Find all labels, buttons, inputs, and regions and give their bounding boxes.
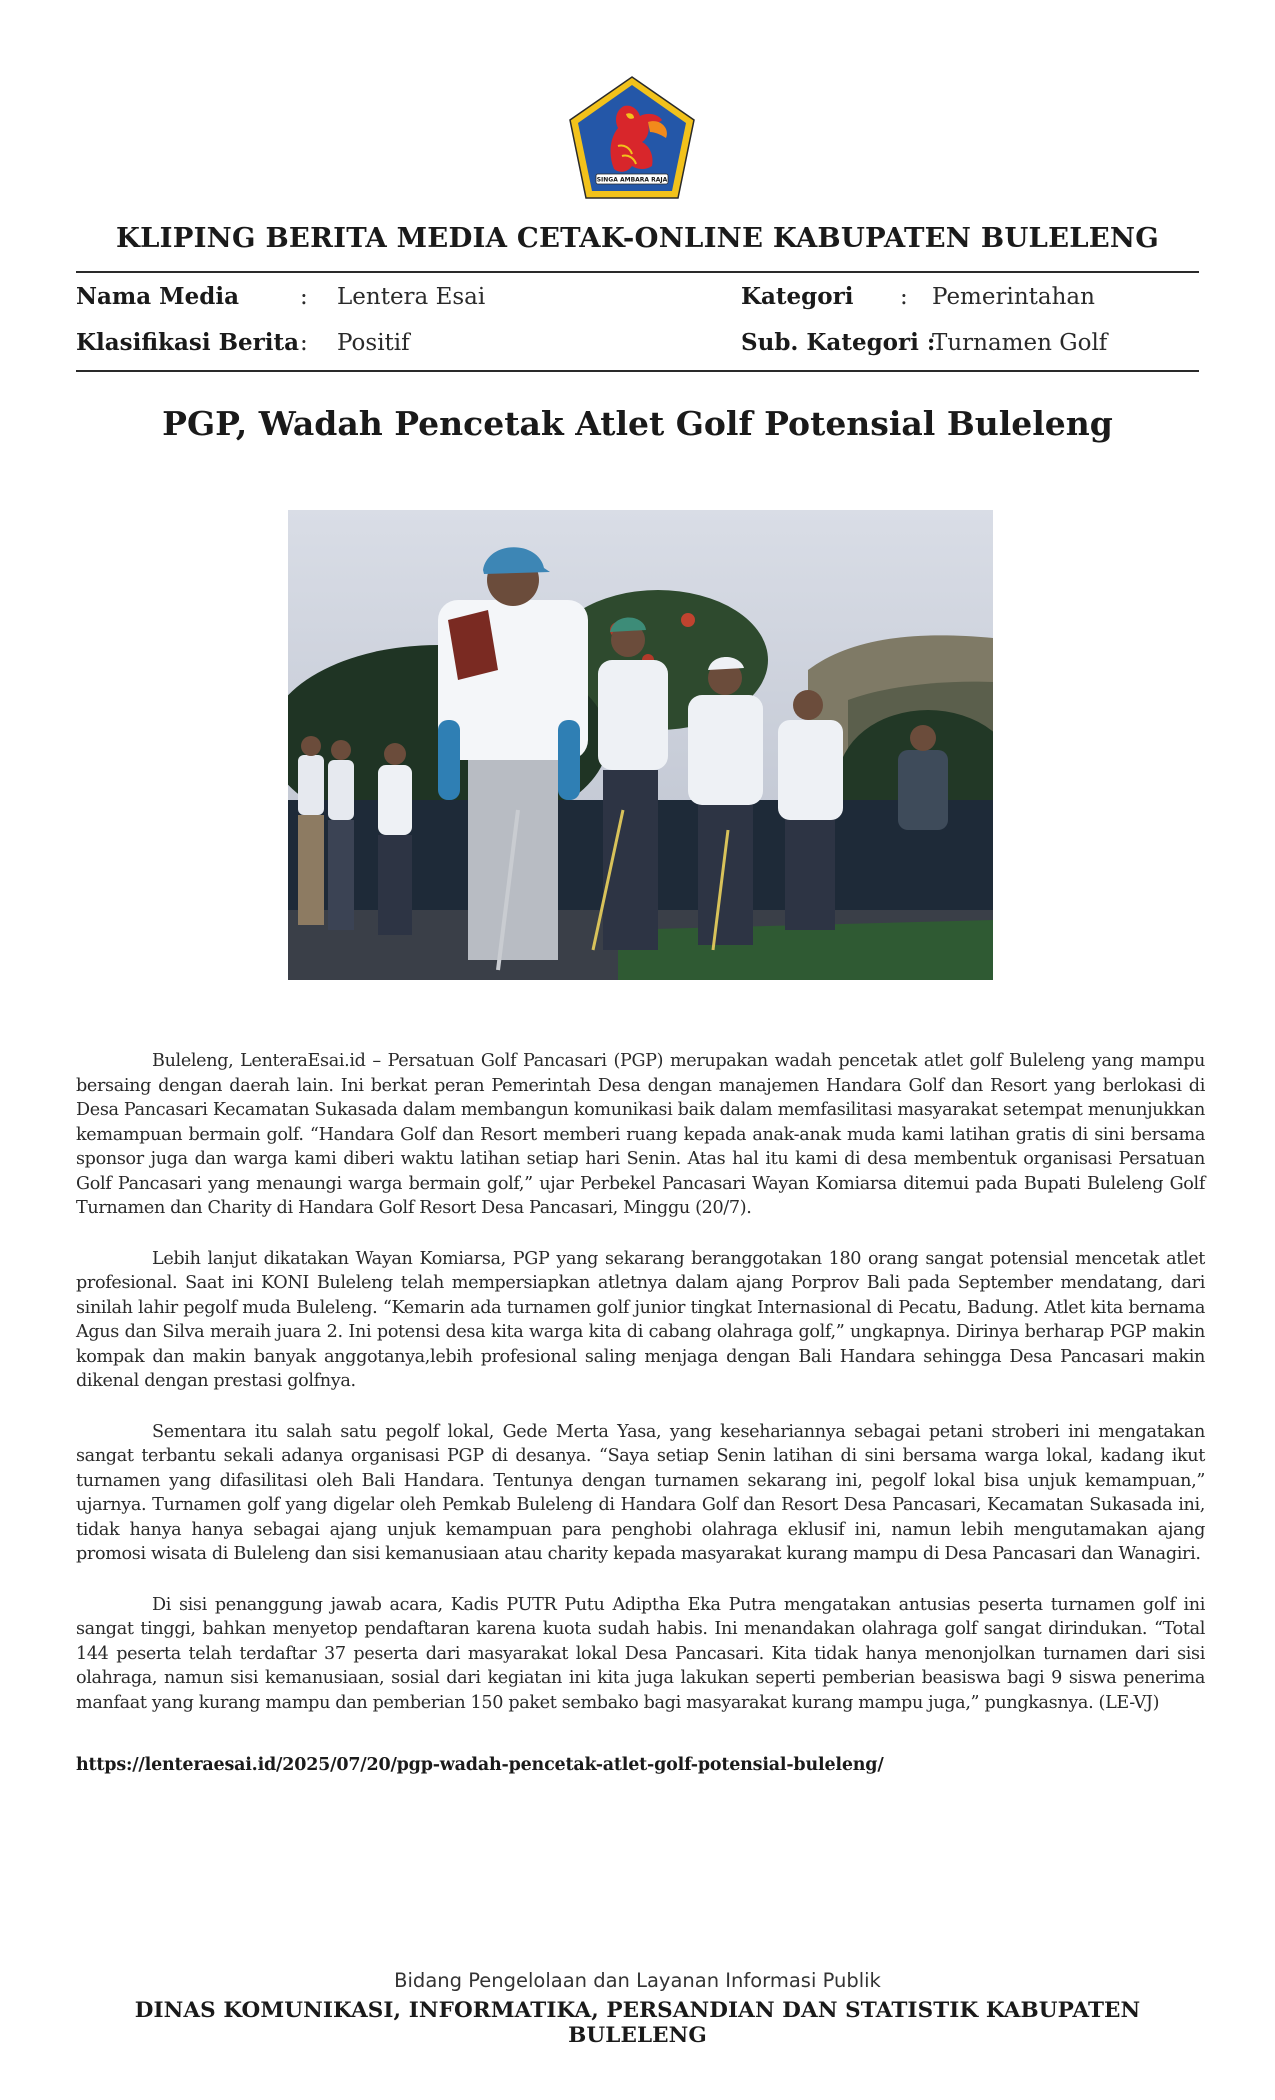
subkategori-label: Sub. Kategori : xyxy=(741,329,936,356)
article-paragraph: Lebih lanjut dikatakan Wayan Komiarsa, PGP yang sekarang beranggotakan 180 orang sangat potensial mencetak atlet profesional. Saat ini KONI Buleleng telah mempersiapkan atletnya dalam ajang Porprov Bali pada September mendatang, dari sinilah lahir pegolf muda Buleleng. “Kemarin ada turnamen golf junior tingkat Internasional di Pecatu, Badung. Atlet kita bernama Agus dan Silva meraih juara 2. Ini potensi desa kita warga kita di cabang olahraga golf,” ungkapnya. Dirinya berharap PGP makin kompak dan makin banyak anggotanya,lebih profesional saling menjaga dengan Bali Handara sehingga Desa Pancasari makin dikenal dengan prestasi golfnya. xyxy=(76,1248,1205,1391)
klasifikasi-label: Klasifikasi Berita xyxy=(76,329,300,356)
kategori-label: Kategori xyxy=(741,283,854,310)
kategori-value: Pemerintahan xyxy=(932,284,1095,310)
article-title: PGP, Wadah Pencetak Atlet Golf Potensial Buleleng xyxy=(162,404,1113,443)
golf-tournament-photo xyxy=(288,510,993,980)
footer-agency: DINAS KOMUNIKASI, INFORMATIKA, PERSANDIAN DAN STATISTIK KABUPATEN BULELENG xyxy=(134,1998,1141,2048)
top-divider xyxy=(76,271,1199,273)
footer-division: Bidang Pengelolaan dan Layanan Informasi Publik xyxy=(394,1969,881,1992)
subkategori-value: Turnamen Golf xyxy=(932,330,1108,356)
article-paragraph: Di sisi penanggung jawab acara, Kadis PUTR Putu Adiptha Eka Putra mengatakan antusias peserta turnamen golf ini sangat tinggi, bahkan menyetop pendaftaran karena kuota sudah habis. Ini menandakan olahraga golf sangat dirindukan. “Total 144 peserta telah terdaftar 37 peserta dari masyarakat lokal Desa Pancasari. Kita tidak hanya menonjolkan turnamen dari sisi olahraga, namun sisi kemanusiaan, sosial dari kegiatan ini kita juga lakukan seperti pemberian beasiswa bagi 9 siswa penerima manfaat yang kurang mampu dan pemberian 150 paket sembako bagi masyarakat kurang mampu juga,” pungkasnya. (LE-VJ) xyxy=(76,1594,1205,1713)
logo-motto: SINGA AMBARA RAJA xyxy=(596,176,668,184)
media-colon: : xyxy=(300,284,308,310)
article-body xyxy=(76,1049,1205,1741)
document-heading: KLIPING BERITA MEDIA CETAK-ONLINE KABUPATEN BULELENG xyxy=(116,222,1159,254)
media-value: Lentera Esai xyxy=(337,284,486,310)
meta-divider xyxy=(76,370,1199,372)
klasifikasi-value: Positif xyxy=(337,330,410,356)
source-url: https://lenteraesai.id/2025/07/20/pgp-wadah-pencetak-atlet-golf-potensial-buleleng/ xyxy=(76,1755,884,1775)
media-label: Nama Media xyxy=(76,283,239,310)
kategori-colon: : xyxy=(900,284,908,310)
article-paragraph: Sementara itu salah satu pegolf lokal, Gede Merta Yasa, yang kesehariannya sebagai petani stroberi ini mengatakan sangat terbantu sekali adanya organisasi PGP di desanya. “Saya setiap Senin latihan di sini bersama warga lokal, kadang ikut turnamen yang difasilitasi oleh Bali Handara. Tentunya dengan turnamen sekarang ini, pegolf lokal bisa unjuk kemampuan,” ujarnya. Turnamen golf yang digelar oleh Pemkab Buleleng di Handara Golf dan Resort Desa Pancasari, Kecamatan Sukasada ini, tidak hanya hanya sebagai ajang unjuk kemampuan para penghobi olahraga eklusif ini, namun lebih mengutamakan ajang promosi wisata di Buleleng dan sisi kemanusiaan atau charity kepada masyarakat kurang mampu di Desa Pancasari dan Wanagiri. xyxy=(76,1421,1205,1564)
klasifikasi-colon: : xyxy=(300,330,308,356)
buleleng-emblem-logo xyxy=(566,74,698,202)
article-paragraph: Buleleng, LenteraEsai.id – Persatuan Golf Pancasari (PGP) merupakan wadah pencetak atlet golf Buleleng yang mampu bersaing dengan daerah lain. Ini berkat peran Pemerintah Desa dengan manajemen Handara Golf dan Resort yang berlokasi di Desa Pancasari Kecamatan Sukasada dalam membangun komunikasi baik dalam memfasilitasi masyarakat setempat menunjukkan kemampuan bermain golf. “Handara Golf dan Resort memberi ruang kepada anak-anak muda kami latihan gratis di sini bersama sponsor juga dan warga kami diberi waktu latihan setiap hari Senin. Atas hal itu kami di desa membentuk organisasi Persatuan Golf Pancasari yang menaungi warga bermain golf,” ujar Perbekel Pancasari Wayan Komiarsa ditemui pada Bupati Buleleng Golf Turnamen dan Charity di Handara Golf Resort Desa Pancasari, Minggu (20/7). xyxy=(76,1051,1205,1218)
